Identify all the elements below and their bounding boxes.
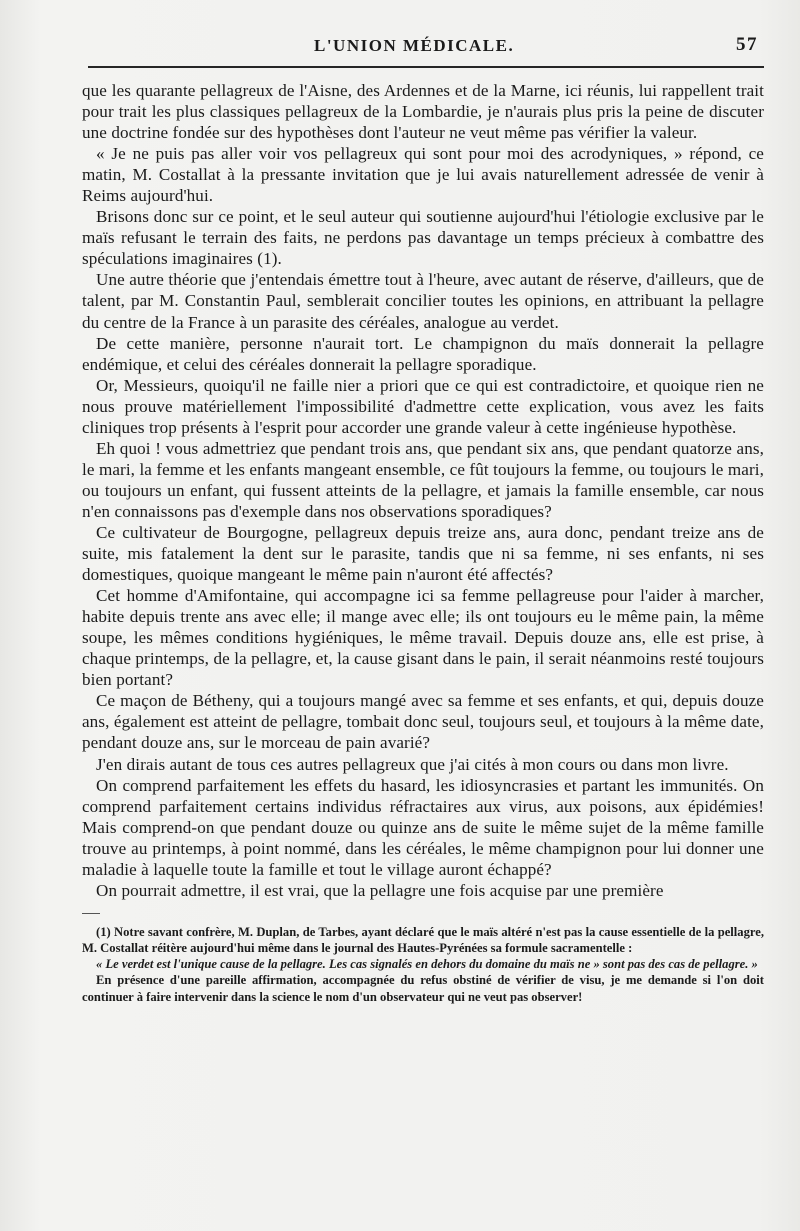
paragraph: Cet homme d'Amifontaine, qui accompagne ici sa femme pellagreuse pour l'aider à marcher, habite depuis trente ans avec elle; il mange avec elle; ils ont toujours eu le même pain, la même soupe, les mêmes conditions hygiéniques, le même travail. Depuis douze ans, elle est prise, à chaque printemps, de la pellagre, et, la cause gisant dans le pain, il serait néanmoins resté toujours bien portant?: [82, 586, 764, 690]
paragraph: que les quarante pellagreux de l'Aisne, des Ardennes et de la Marne, ici réunis, lui rappellent trait pour trait les plus classiques pellagreux de la Lombardie, je n'aurais plus pris la peine de discuter une doctrine fondée sur des hypothèses dont l'auteur ne veut même pas vérifier la valeur.: [82, 81, 764, 143]
paragraph: Brisons donc sur ce point, et le seul auteur qui soutienne aujourd'hui l'étiologie exclusive par le maïs refusant le terrain des faits, ne perdons pas davantage un temps précieux à combattre des spéculations imaginaires (1).: [82, 207, 764, 269]
footnote-text: En présence d'une pareille affirmation, accompagnée du refus obstiné de vérifier de visu, je me demande si l'on doit continuer à faire intervenir dans la science le nom d'un observateur qui ne veut pas observer!: [82, 973, 764, 1004]
page-header: [82, 28, 764, 62]
paragraph-quote: « Je ne puis pas aller voir vos pellagreux qui sont pour moi des acrodyniques, » répond, ce matin, M. Costallat à la pressante invitation que je lui avais naturellement adressée de venir à Reims aujourd'hui.: [82, 144, 764, 206]
paragraph: J'en dirais autant de tous ces autres pellagreux que j'ai cités à mon cours ou dans mon livre.: [96, 754, 729, 774]
footnote-text: (1) Notre savant confrère, M. Duplan, de Tarbes, ayant déclaré que le maïs altéré n'est pas la cause essentielle de la pellagre, M. Costallat réitère aujourd'hui même dans le journal des Hautes-Pyrénées sa formule sacramentelle :: [82, 924, 764, 956]
footnotes: [82, 924, 764, 1005]
body-text: [82, 80, 764, 901]
paragraph: Or, Messieurs, quoiqu'il ne faille nier a priori que ce qui est contradictoire, et quoique rien ne nous prouve matériellement l'impossibilité d'admettre cette explication, vous avez les faits cliniques trop présents à l'esprit pour accorder une grande valeur à cette ingénieuse hypothèse.: [82, 375, 764, 437]
header-rule: [88, 66, 764, 68]
paragraph: Une autre théorie que j'entendais émettre tout à l'heure, avec autant de réserve, d'ailleurs, que de talent, par M. Constantin Paul, semblerait concilier toutes les opinions, en attribuant la pellagre du centre de la France à un parasite des céréales, analogue au verdet.: [82, 270, 764, 332]
footnote-quote: « Le verdet est l'unique cause de la pellagre. Les cas signalés en dehors du domaine du maïs ne » sont pas des cas de pellagre. »: [96, 957, 758, 972]
paragraph: Eh quoi ! vous admettriez que pendant trois ans, que pendant six ans, que pendant quatorze ans, le mari, la femme et les enfants mangeant ensemble, ce fût toujours la femme, ou toujours le mari, ou toujours un enfant, qui fussent atteints de la pellagre, et jamais la famille ensemble, car nous n'en connaissons pas d'exemple dans nos observations sporadiques?: [82, 438, 764, 521]
paragraph: On comprend parfaitement les effets du hasard, les idiosyncrasies et partant les immunités. On comprend parfaitement certains individus réfractaires aux virus, aux poisons, aux épidémies! Mais comprend-on que pendant douze ou quinze ans de suite le même sujet de la même famille trouve au printemps, à point nommé, dans les céréales, le même champignon pour lui donner une maladie à laquelle toute la famille et tout le village auront échappé?: [82, 775, 764, 879]
paragraph: Ce cultivateur de Bourgogne, pellagreux depuis treize ans, aura donc, pendant treize ans de suite, mis fatalement la dent sur le parasite, tandis que ni sa femme, ni ses enfants, ni ses domestiques, quoique mangeant le même pain n'auront été affectés?: [82, 522, 764, 585]
paragraph: On pourrait admettre, il est vrai, que la pellagre une fois acquise par une première: [96, 880, 664, 900]
paragraph: De cette manière, personne n'aurait tort. Le champignon du maïs donnerait la pellagre endémique, et celui des céréales donnerait la pellagre sporadique.: [82, 333, 764, 374]
paragraph: Ce maçon de Bétheny, qui a toujours mangé avec sa femme et ses enfants, et qui, depuis douze ans, également est atteint de pellagre, tombait donc seul, toujours seul, et toujours à la même date, pendant douze ans, sur le morceau de pain avarié?: [82, 691, 764, 753]
page-number: 57: [736, 34, 758, 55]
footnote-rule: [82, 913, 100, 914]
running-title: L'UNION MÉDICALE.: [314, 36, 515, 55]
